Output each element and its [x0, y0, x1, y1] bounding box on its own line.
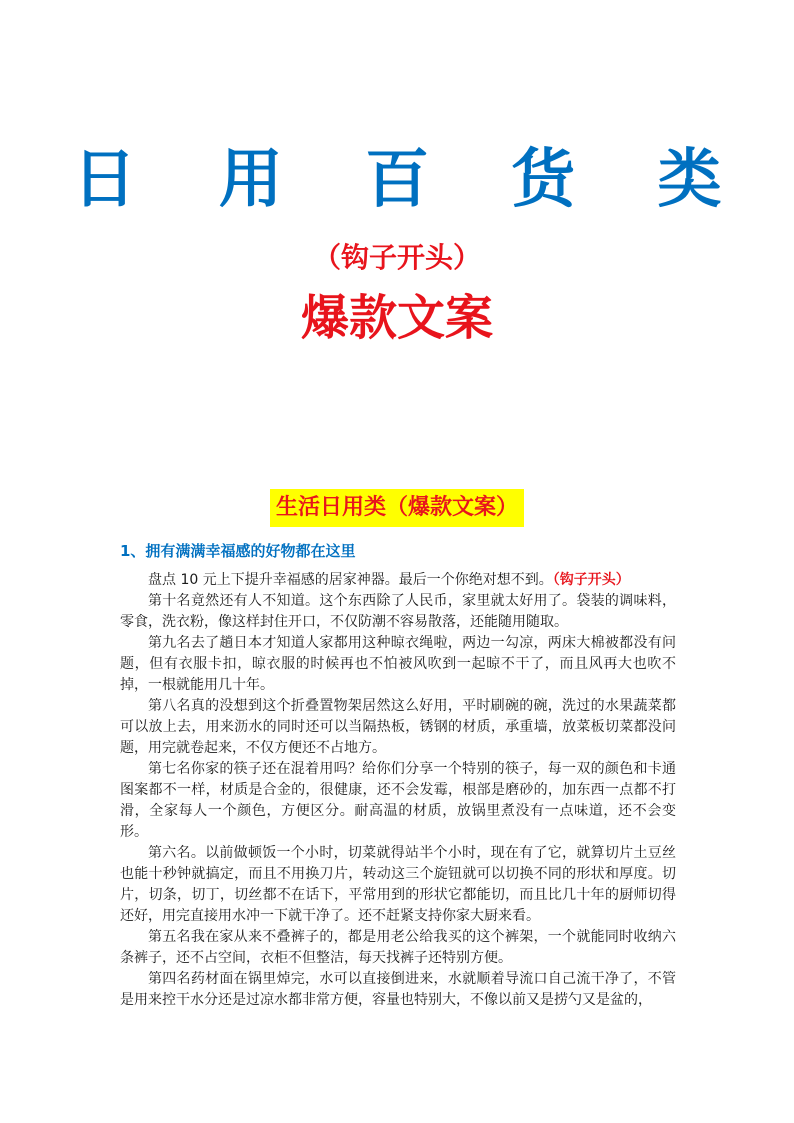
section-heading: 生活日用类（爆款文案） [270, 489, 524, 527]
subtitle-hook: （钩子开头） [312, 241, 481, 274]
intro-text: 盘点 10 元上下提升幸福感的居家神器。最后一个你绝对想不到。 [148, 572, 553, 588]
paragraph-rank-5: 第五名我在家从来不叠裤子的，都是用老公给我买的这个裤架，一个就能同时收纳六条裤子，还不占空间，衣柜不但整洁，每天找裤子还特别方便。 [120, 929, 676, 966]
intro-paragraph [120, 570, 676, 591]
main-title: 日 用 百 货 类 [72, 143, 752, 217]
intro-hook-tag: （钩子开头） [552, 572, 630, 588]
paragraph-rank-4: 第四名药材面在锅里焯完，水可以直接倒进来，水就顺着导流口自己流干净了，不管是用来控干水分还是过凉水都非常方便，容量也特别大，不像以前又是捞勺又是盆的， [120, 971, 676, 1008]
paragraph-rank-9: 第九名去了趟日本才知道人家都用这种晾衣绳啦，两边一勾凉，两床大棉被都没有问题，但有衣服卡扣，晾衣服的时候再也不怕被风吹到一起晾不干了，而且风再大也吹不掉，一根就能用几十年。 [120, 635, 676, 693]
paragraph-rank-10: 第十名竟然还有人不知道。这个东西除了人民币，家里就太好用了。袋装的调味料，零食，洗衣粉，像这样封住开口，不仅防潮不容易散落，还能随用随取。 [120, 593, 676, 630]
body-text [120, 570, 676, 1011]
section-heading-wrap [0, 489, 794, 527]
paragraph-rank-7: 第七名你家的筷子还在混着用吗？给你们分享一个特别的筷子，每一双的颜色和卡通图案都不一样，材质是合金的，很健康，还不会发霉，根部是磨砂的，加东西一点都不打滑，全家每人一个颜色，方便区分。耐高温的材质，放锅里煮没有一点味道，还不会变形。 [120, 761, 676, 840]
paragraph-rank-6: 第六名。以前做顿饭一个小时，切菜就得站半个小时，现在有了它，就算切片土豆丝也能十秒钟就搞定，而且不用换刀片，转动这三个旋钮就可以切换不同的形状和厚度。切片，切条，切丁，切丝都不在话下，平常用到的形状它都能切，而且比几十年的厨师切得还好，用完直接用水冲一下就干净了。还不赶紧支持你家大厨来看。 [120, 845, 676, 924]
paragraph-rank-8: 第八名真的没想到这个折叠置物架居然这么好用，平时刷碗的碗，洗过的水果蔬菜都可以放上去，用来沥水的同时还可以当隔热板，锈钢的材质，承重墙，放菜板切菜都没问题，用完就卷起来，不仅方便还不占地方。 [120, 698, 676, 756]
item-heading: 1、拥有满满幸福感的好物都在这里 [120, 542, 356, 560]
subtitle-viral-copy: 爆款文案 [300, 290, 493, 346]
